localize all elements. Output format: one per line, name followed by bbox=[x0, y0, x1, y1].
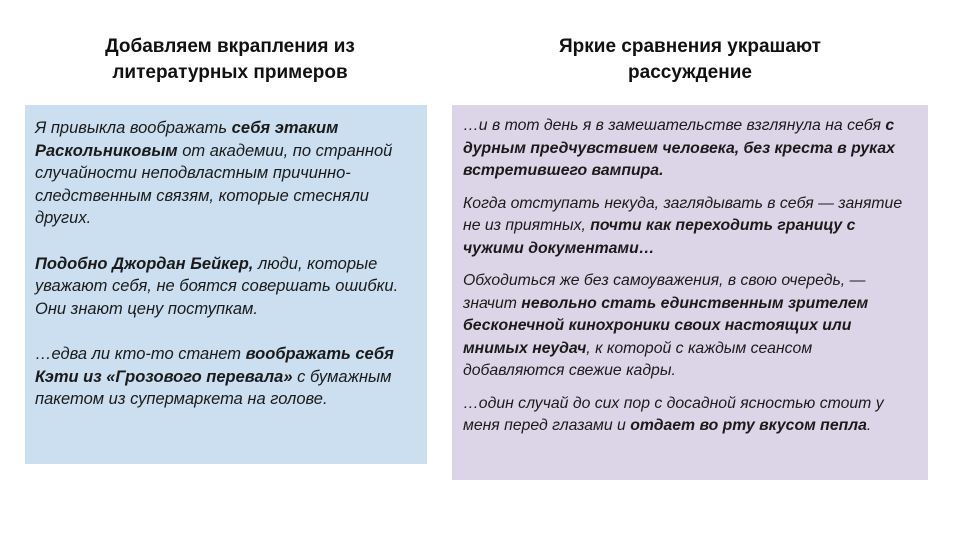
quote-paragraph bbox=[35, 343, 413, 411]
text-segment: …один случай до сих пор с досадной ясностью стоит у меня перед глазами и bbox=[463, 394, 884, 434]
highlighted-phrase: с дурным предчувствием человека, без креста в руках встретившего вампира. bbox=[463, 117, 895, 179]
right-heading-line-1: Яркие сравнения украшают bbox=[559, 36, 821, 57]
text-segment: Когда отступать некуда, заглядывать в себя — занятие не из приятных, bbox=[463, 194, 903, 234]
quote-paragraph bbox=[35, 253, 413, 321]
text-segment: Я привыкла воображать bbox=[35, 119, 232, 137]
quote-paragraph bbox=[463, 270, 916, 383]
highlighted-phrase: воображать себя Кэти из «Грозового перевала» bbox=[35, 345, 394, 386]
highlighted-phrase: невольно стать единственным зрителем бесконечной кинохроники своих настоящих или мнимых неудач bbox=[463, 294, 869, 357]
left-heading-line-2: литературных примеров bbox=[112, 62, 348, 83]
right-heading-line-2: рассуждение bbox=[628, 62, 752, 83]
text-segment: с бумажным пакетом из супермаркета на голове. bbox=[35, 367, 392, 408]
highlighted-phrase: Подобно Джордан Бейкер, bbox=[35, 254, 254, 273]
text-segment: , к которой с каждым сеансом добавляются свежие кадры. bbox=[463, 339, 813, 379]
quote-paragraph bbox=[463, 193, 916, 261]
text-segment: . bbox=[866, 417, 872, 434]
quote-paragraph bbox=[463, 115, 916, 183]
text-segment: Обходиться же без самоуважения, в свою очередь, — значит bbox=[463, 272, 866, 312]
text-segment: …и в тот день я в замешательстве взглянула на себя bbox=[463, 117, 886, 134]
highlighted-phrase: отдает во рту вкусом пепла bbox=[630, 417, 867, 434]
highlighted-phrase: почти как переходить границу с чужими документами… bbox=[463, 217, 856, 257]
text-segment: люди, которые уважают себя, не боятся совершать ошибки. Они знают цену поступкам. bbox=[35, 254, 399, 318]
highlighted-phrase: себя этаким Раскольниковым bbox=[35, 119, 339, 160]
literary-examples-panel bbox=[25, 105, 427, 464]
quote-paragraph bbox=[463, 393, 916, 438]
comparisons-panel bbox=[452, 105, 928, 480]
right-column-heading bbox=[460, 34, 920, 86]
text-segment: …едва ли кто-то станет bbox=[35, 345, 246, 363]
text-segment: от академии, по странной случайности неподвластным причинно-следственным связям, которые стесняли других. bbox=[35, 141, 393, 227]
left-heading-line-1: Добавляем вкрапления из bbox=[105, 36, 355, 57]
left-column-heading bbox=[30, 34, 430, 86]
quote-paragraph bbox=[35, 117, 413, 230]
